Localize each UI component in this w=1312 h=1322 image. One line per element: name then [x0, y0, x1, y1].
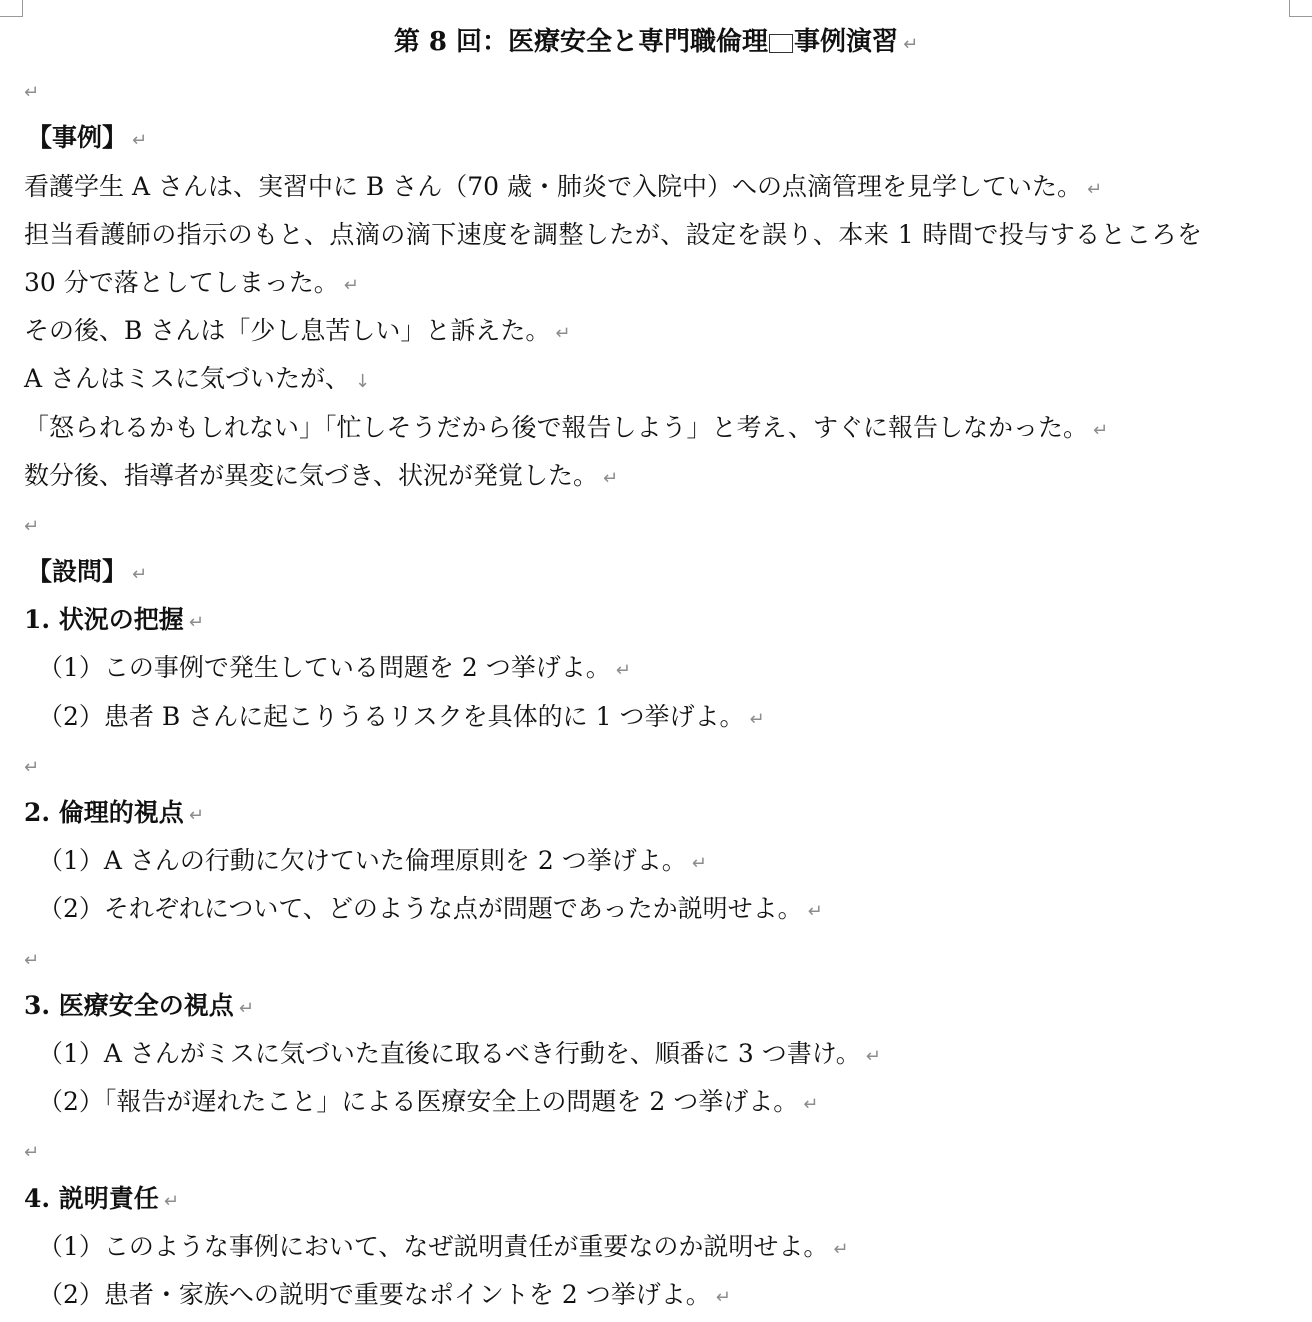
- paragraph-mark: ↵: [24, 756, 40, 778]
- question-item: [0, 885, 1312, 933]
- page-corner-mark-left: [0, 0, 23, 17]
- question-text: （1）A さんがミスに気づいた直後に取るべき行動を、順番に 3 つ書け。: [38, 1038, 861, 1068]
- question-item: [0, 837, 1312, 885]
- question-text: （1）A さんの行動に欠けていた倫理原則を 2 つ挙げよ。: [38, 846, 687, 876]
- paragraph-mark: ↵: [343, 274, 359, 296]
- section-heading-text: 2. 倫理的視点: [24, 798, 184, 827]
- case-line-text: 看護学生 A さんは、実習中に B さん（70 歳・肺炎で入院中）への点滴管理を見学していた。: [24, 171, 1082, 201]
- question-text: （2）「報告が遅れたこと」による医療安全上の問題を 2 つ挙げよ。: [38, 1087, 799, 1117]
- paragraph-mark: ↵: [1086, 178, 1103, 200]
- paragraph-mark: ↵: [715, 1286, 731, 1308]
- paragraph-mark: ↵: [132, 130, 148, 152]
- section-heading: [0, 1175, 1312, 1223]
- question-text: （1）このような事例において、なぜ説明責任が重要なのか説明せよ。: [38, 1231, 829, 1261]
- empty-paragraph: [0, 1126, 1312, 1174]
- missing-glyph-box: [769, 34, 793, 53]
- question-item: [0, 1030, 1312, 1078]
- section-heading-text: 1. 状況の把握: [24, 605, 184, 635]
- document-title: [0, 18, 1312, 66]
- paragraph-mark: ↵: [691, 853, 707, 875]
- case-heading-text: 【事例】: [27, 123, 128, 153]
- paragraph-mark: ↵: [903, 34, 919, 55]
- paragraph-mark: ↵: [865, 1045, 881, 1067]
- paragraph-mark: ↵: [24, 949, 40, 971]
- case-line-text: A さんはミスに気づいたが、: [24, 364, 351, 394]
- paragraph-mark: ↵: [24, 515, 40, 537]
- empty-paragraph: [0, 66, 1312, 114]
- paragraph-mark: ↵: [24, 82, 40, 104]
- paragraph-mark: ↵: [1093, 419, 1109, 441]
- case-line-text: 担当看護師の指示のもと、点滴の滴下速度を調整したが、設定を誤り、本来 1 時間で投与するところを: [24, 219, 1203, 249]
- question-text: （1）この事例で発生している問題を 2 つ挙げよ。: [38, 653, 611, 683]
- case-line-text: 「怒られるかもしれない」「忙しそうだから後で報告しよう」と考え、すぐに報告しなかった。: [24, 412, 1089, 442]
- paragraph-mark: ↵: [833, 1238, 849, 1260]
- paragraph-mark: ↵: [188, 612, 204, 634]
- section-heading: [0, 596, 1312, 644]
- question-item: [0, 1078, 1312, 1126]
- case-line: [0, 404, 1312, 452]
- question-item: [0, 644, 1312, 692]
- questions-heading-text: 【設問】: [27, 557, 128, 587]
- empty-paragraph: [0, 741, 1312, 789]
- title-text-left: 第 8 回：医療安全と専門職倫理: [393, 27, 769, 57]
- paragraph-mark: ↵: [615, 660, 631, 682]
- question-text: （2）患者・家族への説明で重要なポイントを 2 つ挙げよ。: [38, 1279, 711, 1309]
- case-heading: [0, 114, 1312, 162]
- empty-paragraph: [0, 500, 1312, 548]
- title-text-right: 事例演習: [794, 27, 899, 57]
- case-line: [0, 259, 1312, 307]
- question-item: [0, 693, 1312, 741]
- section-heading: [0, 982, 1312, 1030]
- line-break-mark: ↓: [355, 371, 371, 393]
- paragraph-mark: ↵: [807, 901, 823, 923]
- case-line-text: その後、B さんは「少し息苦しい」と訴えた。: [24, 316, 551, 346]
- question-item: [0, 1223, 1312, 1271]
- case-line: [0, 355, 1312, 403]
- paragraph-mark: ↵: [555, 323, 571, 345]
- paragraph-mark: ↵: [603, 467, 619, 489]
- section-heading-text: 3. 医療安全の視点: [24, 990, 234, 1020]
- empty-paragraph: [0, 934, 1312, 982]
- case-line-text: 30 分で落としてしまった。: [24, 267, 339, 297]
- case-line-text: 数分後、指導者が異変に気づき、状況が発覚した。: [24, 460, 599, 490]
- question-text: （2）それぞれについて、どのような点が問題であったか説明せよ。: [38, 894, 803, 924]
- paragraph-mark: ↵: [238, 997, 254, 1019]
- case-line: [0, 307, 1312, 355]
- paragraph-mark: ↵: [24, 1142, 40, 1164]
- section-heading-text: 4. 説明責任: [24, 1183, 159, 1213]
- document-page[interactable]: [0, 18, 1312, 1319]
- paragraph-mark: ↵: [803, 1094, 819, 1116]
- case-line: [0, 211, 1312, 259]
- page-corner-mark-right: [1289, 0, 1312, 17]
- questions-heading: [0, 548, 1312, 596]
- question-text: （2）患者 B さんに起こりうるリスクを具体的に 1 つ挙げよ。: [38, 701, 745, 731]
- paragraph-mark: ↵: [163, 1190, 179, 1212]
- case-line: [0, 163, 1312, 211]
- case-line: [0, 452, 1312, 500]
- paragraph-mark: ↵: [132, 564, 148, 586]
- paragraph-mark: ↵: [188, 805, 204, 826]
- paragraph-mark: ↵: [749, 708, 765, 730]
- section-heading: [0, 789, 1312, 837]
